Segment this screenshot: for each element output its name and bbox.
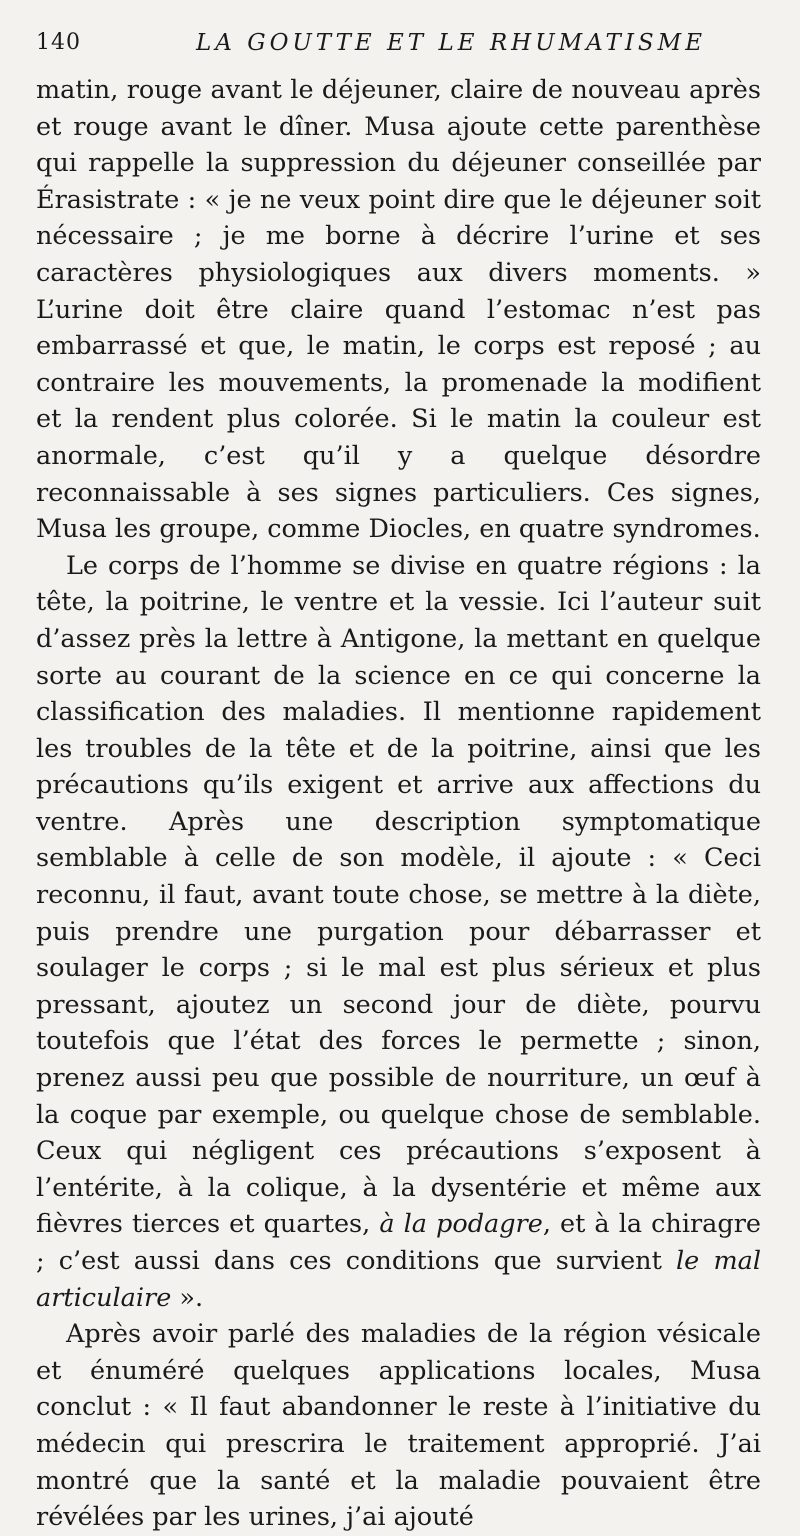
- paragraph-2: [36, 548, 761, 1316]
- paragraph-text: matin, rouge avant le déjeuner, claire de nouveau après et rouge avant le dîner. Musa ajoute cette parenthèse qui rappelle la suppression du déjeuner conseillée par Érasistrate : « je ne veux point dire que le déjeuner soit nécessaire ; je me borne à décrire l’urine et ses caractères physiologiques aux divers moments. » L’urine doit être claire quand l’estomac n’est pas embarrassé et que, le matin, le corps est reposé ; au contraire les mouvements, la promenade la modifient et la rendent plus colorée. Si le matin la couleur est anormale, c’est qu’il y a quelque désordre reconnaissable à ses signes particuliers. Ces signes, Musa les groupe, comme Diocles, en quatre syndromes.: [36, 75, 761, 545]
- paragraph-text: Après avoir parlé des maladies de la région vésicale et énuméré quelques applications locales, Musa conclut : « Il faut abandonner le reste à l’initiative du médecin qui prescrira le traitement approprié. J’ai montré que la santé et la maladie pouvaient être révélées par les urines, j’ai ajouté: [36, 1319, 761, 1533]
- paragraph-3: [36, 1316, 761, 1536]
- italic-phrase: à la podagre: [379, 1209, 543, 1240]
- italic-phrase: le mal articulaire: [36, 1246, 762, 1313]
- paragraph-text: Le corps de l’homme se divise en quatre régions : la tête, la poitrine, le ventre et la vessie. Ici l’auteur suit d’assez près la lettre à Antigone, la mettant en quelque sorte au courant de la science en ce qui concerne la classification des maladies. Il mentionne rapidement les troubles de la tête et de la poitrine, ainsi que les précautions qu’ils exigent et arrive aux affections du ventre. Après une description symptomatique semblable à celle de son modèle, il ajoute : « Ceci reconnu, il faut, avant toute chose, se mettre à la diète, puis prendre une purgation pour débarrasser et soulager le corps ; si le mal est plus sérieux et plus pressant, ajoutez un second jour de diète, pourvu toutefois que l’état des forces le permette ; sinon, prenez aussi peu que possible de nourriture, un œuf à la coque par exemple, ou quelque chose de semblable. Ceux qui négligent ces précautions s’exposent à l’entérite, à la colique, à la dysentérie et même aux fièvres tierces et quartes,: [36, 550, 761, 1240]
- paragraph-text: , et à la chiragre ; c’est aussi dans ces conditions que survient: [36, 1209, 761, 1276]
- page-number: 140: [36, 30, 81, 55]
- body-text: [36, 72, 761, 1536]
- page-header: [36, 30, 760, 64]
- running-title: LA GOUTTE ET LE RHUMATISME: [196, 30, 707, 56]
- paragraph-text: ».: [171, 1282, 204, 1313]
- paragraph-1: [36, 72, 761, 548]
